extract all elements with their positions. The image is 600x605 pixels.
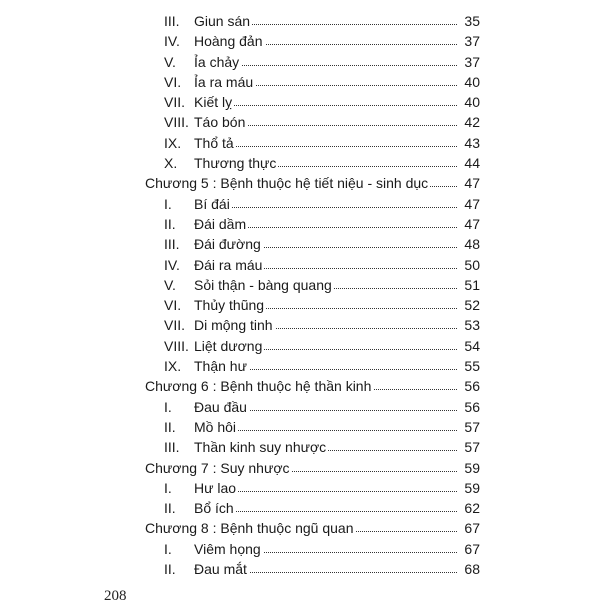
toc-entry-number: II. — [164, 500, 176, 517]
toc-entry-number: VII. — [164, 94, 186, 111]
toc-page-number: 57 — [458, 437, 480, 457]
toc-entry-title: Thận hư — [194, 356, 249, 376]
toc-entry-title: Bí đái — [194, 194, 232, 214]
toc-entry-row — [0, 92, 600, 112]
toc-entry-row — [0, 214, 600, 234]
toc-page-number: 68 — [458, 559, 480, 579]
toc-entry-number: VIII. — [164, 114, 189, 131]
toc-entry-number: VIII. — [164, 337, 189, 354]
toc-page-number: 48 — [458, 234, 480, 254]
toc-entry-title: Kiết lỵ — [194, 92, 234, 112]
toc-page-number: 56 — [458, 397, 480, 417]
toc-entry-number: VII. — [164, 317, 186, 334]
toc-entry-row — [0, 559, 600, 579]
toc-dot-leader — [194, 207, 457, 208]
toc-entry-number: III. — [164, 236, 180, 253]
toc-entry-title: Thủy thũng — [194, 295, 266, 315]
toc-entry-row — [0, 112, 600, 132]
toc-entry-title: Hoàng đản — [194, 31, 265, 51]
toc-entry-row — [0, 356, 600, 376]
table-of-contents — [0, 11, 600, 579]
toc-entry-row — [0, 153, 600, 173]
toc-page-number: 50 — [458, 255, 480, 275]
toc-page-number: 53 — [458, 315, 480, 335]
toc-entry-row — [0, 478, 600, 498]
toc-chapter-title: Chương 5 : Bệnh thuộc hệ tiết niệu - sinh dục — [145, 173, 430, 193]
toc-entry-row — [0, 397, 600, 417]
toc-entry-title: Đái dầm — [194, 214, 248, 234]
toc-entry-row — [0, 498, 600, 518]
toc-entry-number: I. — [164, 195, 172, 212]
toc-page-number: 67 — [458, 518, 480, 538]
toc-entry-title: Liệt dương — [194, 336, 264, 356]
toc-page-number: 51 — [458, 275, 480, 295]
toc-entry-row — [0, 11, 600, 31]
toc-entry-title: Ỉa ra máu — [194, 72, 255, 92]
toc-page-number: 47 — [458, 194, 480, 214]
toc-entry-row — [0, 539, 600, 559]
toc-entry-number: III. — [164, 439, 180, 456]
toc-page-number: 37 — [458, 52, 480, 72]
toc-page-number: 43 — [458, 133, 480, 153]
toc-entry-title: Ỉa chảy — [194, 52, 241, 72]
toc-entry-row — [0, 417, 600, 437]
toc-entry-row — [0, 194, 600, 214]
toc-entry-row — [0, 52, 600, 72]
toc-entry-number: II. — [164, 418, 176, 435]
toc-page-number: 40 — [458, 72, 480, 92]
toc-entry-row — [0, 133, 600, 153]
toc-page-number: 59 — [458, 478, 480, 498]
toc-page-number: 42 — [458, 112, 480, 132]
toc-page-number: 40 — [458, 92, 480, 112]
toc-entry-title: Di mộng tinh — [194, 315, 275, 335]
toc-entry-number: X. — [164, 155, 178, 172]
toc-entry-title: Thần kinh suy nhược — [194, 437, 328, 457]
toc-entry-row — [0, 72, 600, 92]
toc-page-number: 55 — [458, 356, 480, 376]
toc-entry-row — [0, 295, 600, 315]
toc-entry-row — [0, 234, 600, 254]
toc-page-number: 54 — [458, 336, 480, 356]
toc-entry-number: V. — [164, 53, 176, 70]
toc-chapter-title: Chương 8 : Bệnh thuộc ngũ quan — [145, 518, 355, 538]
toc-entry-title: Mồ hôi — [194, 417, 238, 437]
toc-entry-title: Giun sán — [194, 11, 252, 31]
toc-page-number: 52 — [458, 295, 480, 315]
toc-page-number: 67 — [458, 539, 480, 559]
toc-chapter-row — [0, 376, 600, 396]
page-number: 208 — [104, 588, 127, 604]
toc-entry-title: Sỏi thận - bàng quang — [194, 275, 334, 295]
toc-page-number: 57 — [458, 417, 480, 437]
toc-page-number: 47 — [458, 173, 480, 193]
toc-entry-title: Thương thực — [194, 153, 278, 173]
toc-page-number: 62 — [458, 498, 480, 518]
toc-entry-row — [0, 336, 600, 356]
toc-entry-number: IV. — [164, 256, 180, 273]
toc-entry-number: VI. — [164, 73, 182, 90]
toc-chapter-row — [0, 458, 600, 478]
toc-entry-title: Thổ tả — [194, 133, 236, 153]
toc-entry-number: IX. — [164, 358, 182, 375]
toc-entry-title: Bổ ích — [194, 498, 236, 518]
toc-entry-title: Đau mắt — [194, 559, 249, 579]
toc-page-number: 47 — [458, 214, 480, 234]
toc-entry-number: I. — [164, 398, 172, 415]
toc-chapter-row — [0, 173, 600, 193]
toc-entry-number: V. — [164, 276, 176, 293]
toc-page-number: 37 — [458, 31, 480, 51]
toc-entry-title: Viêm họng — [194, 539, 263, 559]
toc-entry-number: III. — [164, 13, 180, 29]
toc-page-number: 35 — [458, 11, 480, 31]
toc-page-number: 56 — [458, 376, 480, 396]
toc-page-number: 44 — [458, 153, 480, 173]
toc-entry-number: I. — [164, 540, 172, 557]
toc-entry-row — [0, 255, 600, 275]
toc-entry-row — [0, 31, 600, 51]
toc-entry-title: Hư lao — [194, 478, 238, 498]
toc-entry-title: Đái ra máu — [194, 255, 264, 275]
toc-entry-number: II. — [164, 215, 176, 232]
toc-entry-row — [0, 315, 600, 335]
toc-entry-title: Táo bón — [194, 112, 247, 132]
toc-page-number: 59 — [458, 458, 480, 478]
toc-entry-number: VI. — [164, 297, 182, 314]
toc-entry-row — [0, 437, 600, 457]
toc-chapter-title: Chương 6 : Bệnh thuộc hệ thần kinh — [145, 376, 373, 396]
toc-chapter-row — [0, 518, 600, 538]
toc-chapter-title: Chương 7 : Suy nhược — [145, 458, 292, 478]
toc-entry-number: II. — [164, 561, 176, 578]
toc-entry-title: Đái đường — [194, 234, 263, 254]
toc-entry-row — [0, 275, 600, 295]
toc-entry-number: IX. — [164, 134, 182, 151]
toc-entry-title: Đau đầu — [194, 397, 249, 417]
toc-entry-number: IV. — [164, 33, 180, 50]
toc-entry-number: I. — [164, 479, 172, 496]
